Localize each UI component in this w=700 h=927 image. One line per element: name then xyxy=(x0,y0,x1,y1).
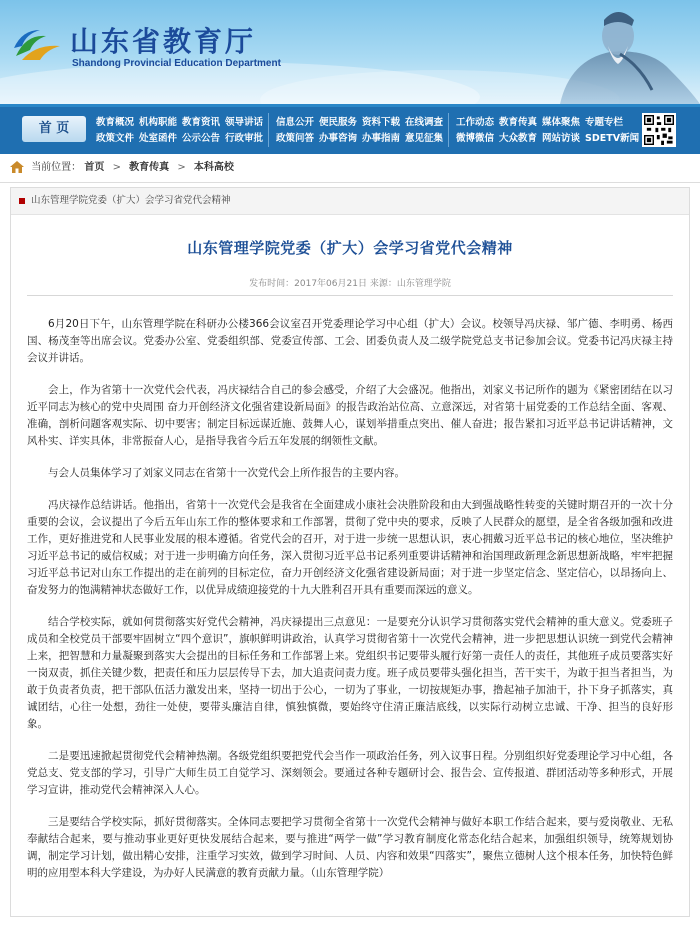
nav-link[interactable]: 媒体聚焦 xyxy=(542,117,581,128)
breadcrumb-item[interactable]: 首页 xyxy=(84,162,105,173)
nav-link[interactable]: 便民服务 xyxy=(319,117,358,128)
nav-link[interactable]: 工作动态 xyxy=(456,117,495,128)
nav-row xyxy=(96,131,268,147)
nav-divider xyxy=(448,113,449,147)
article-paragraph: 结合学校实际，就如何贯彻落实好党代会精神，冯庆禄提出三点意见：一是要充分认识学习贯彻落实党代会精神的重大意义。党委班子成员和全校党员干部要牢固树立“四个意识”，旗帜鲜明讲政治，认真学习贯彻省第十一次党代会精神，进一步把思想认识统一到党代会精神上来，把智慧和力量凝聚到落实大会提出的目标任务和工作部署上来。党组织书记要带头履行好第一责任人的责任，其他班子成员要落实好一岗双责，抓住关键少数，把责任和压力层层传导下去，加大追责问责力度。班子成员要带头强化担当，苦干实干，为敢于担当者担当，为敢于负责者负责，把干部队伍活力激发出来，坚持一切出于公心，一切为了事业，一切按规矩办事，撸起袖子加油干，扑下身子抓落实，真诚团结，心往一处想，劲往一处使，要带头廉洁自律，慎独慎微，要始终守住清正廉洁底线，以实际行动树立忠诚、干净、担当的良好形象。 xyxy=(27,616,673,730)
article-paragraph: 二是要迅速掀起贯彻党代会精神热潮。各级党组织要把党代会当作一项政治任务，列入议事日程。分别组织好党委理论学习中心组，各党总支、党支部的学习，引导广大师生员工自觉学习、深刻领会。要通过各种专题研讨会、报告会、宣传报道、群团活动等多种形式，开展学习宣讲，推动党代会精神深入人心。 xyxy=(27,750,673,796)
nav-group-service xyxy=(276,115,448,147)
confucius-portrait-icon xyxy=(500,0,700,104)
breadcrumb-item[interactable]: 教育传真 xyxy=(129,162,170,173)
nav-link[interactable]: 专题专栏 xyxy=(585,117,624,128)
main-nav xyxy=(0,104,700,154)
nav-link[interactable]: 大众教育 xyxy=(499,133,538,144)
nav-row xyxy=(96,115,268,131)
article-panel-header xyxy=(11,188,689,215)
article-paragraph: 会上，作为省第十一次党代会代表，冯庆禄结合自己的参会感受，介绍了大会盛况。他指出，刘家义书记所作的题为《紧密团结在以习近平同志为核心的党中央周围 奋力开创经济文化强省建设新局面》的报告政治站位高、立意深远，对省第十届党委的工作总结全面、客观、准确，剖析问题客观实际、切中要害；制定目标远谋近施、鼓舞人心，谋划举措重点突出、催人奋进；报告紧扣习近平总书记讲话精神，文风朴实、详实具体，非常振奋人心，是指导我省今后五年发展的纲领性文献。 xyxy=(27,384,673,447)
education-logo-icon[interactable] xyxy=(12,26,64,66)
site-title[interactable]: 山东省教育厅 xyxy=(70,25,257,58)
square-bullet-icon xyxy=(19,198,25,204)
nav-row xyxy=(456,115,644,131)
nav-row xyxy=(276,115,448,131)
breadcrumb-separator: > xyxy=(177,162,186,173)
nav-link[interactable]: 领导讲话 xyxy=(225,117,264,128)
breadcrumb-item[interactable]: 本科高校 xyxy=(193,162,234,173)
nav-divider xyxy=(268,113,269,147)
article-panel-title: 山东管理学院党委（扩大）会学习省党代会精神 xyxy=(31,195,231,206)
article-paragraph: 6月20日下午，山东管理学院在科研办公楼366会议室召开党委理论学习中心组（扩大）会议。校领导冯庆禄、邹广德、李明勇、杨西国、杨茂奎等出席会议。党委办公室、党委组织部、党委宣传部、工会、团委负责人及二级学院党总支书记参加会议。党委书记冯庆禄主持会议并讲话。 xyxy=(27,318,673,364)
article-paragraph: 与会人员集体学习了刘家义同志在省第十一次党代会上所作报告的主要内容。 xyxy=(48,467,405,479)
nav-link[interactable]: 网站访谈 xyxy=(542,133,581,144)
breadcrumb-label: 当前位置： xyxy=(31,162,82,173)
site-header xyxy=(0,0,700,104)
article-paragraph: 三是要结合学校实际，抓好贯彻落实。全体同志要把学习贯彻全省第十一次党代会精神与做好本职工作结合起来，要与爱岗敬业、无私奉献结合起来，要与推动事业更好更快发展结合起来，要与推进“两学一做”学习教育制度化常态化结合起来，加强组织领导，统筹规划协调，制定学习计划，做出精心安排，注重学习实效，做到学习时间、人员、内容和效果“四落实”，聚焦立德树人这个根本任务，加快特色鲜明的应用型本科大学建设，为办好人民满意的教育贡献力量。（山东管理学院） xyxy=(27,816,673,879)
nav-group-news xyxy=(456,115,644,147)
nav-link[interactable]: 公示公告 xyxy=(182,133,221,144)
nav-link[interactable]: 处室函件 xyxy=(139,133,178,144)
nav-group-info xyxy=(96,115,268,147)
nav-link[interactable]: 办事咨询 xyxy=(319,133,358,144)
nav-link[interactable]: 行政审批 xyxy=(225,133,264,144)
nav-link[interactable]: 信息公开 xyxy=(276,117,315,128)
article-panel xyxy=(10,187,690,917)
nav-link[interactable]: 意见征集 xyxy=(405,133,444,144)
qr-code-icon[interactable] xyxy=(642,113,676,147)
home-button[interactable]: 首 页 xyxy=(22,116,86,142)
nav-link[interactable]: 教育传真 xyxy=(499,117,538,128)
article-paragraph: 冯庆禄作总结讲话。他指出，省第十一次党代会是我省在全面建成小康社会决胜阶段和由大到强战略性转变的关键时期召开的一次十分重要的会议，会议提出了今后五年山东工作的整体要求和工作部署，贯彻了党中央的要求，反映了人民群众的愿望，是全省各级加强和改进工作，更好推进党和人民事业发展的根本遵循。省党代会的召开，对于进一步统一思想认识，衷心拥戴习近平总书记的核心地位，坚决维护习近平总书记的威信权威；对于进一步明确方向任务，深入贯彻习近平总书记系列重要讲话精神和治国理政新理念新思想新战略，牢牢把握习近平总书记对山东工作提出的走在前列的目标定位，奋力开创经济文化强省建设新局面；对于进一步坚定信念、坚定信心，以昂扬向上、奋发努力的饱满精神状态做好工作，以优异成绩迎接党的十九大胜利召开具有重要而深远的意义。 xyxy=(27,499,673,596)
home-icon xyxy=(10,161,24,173)
nav-link[interactable]: SDETV新闻 xyxy=(585,133,640,144)
article-meta: 发布时间：2017年06月21日 来源：山东管理学院 xyxy=(249,279,451,289)
article-body xyxy=(11,296,689,882)
breadcrumb-separator: > xyxy=(112,162,121,173)
nav-link[interactable]: 政策问答 xyxy=(276,133,315,144)
nav-link[interactable]: 微博微信 xyxy=(456,133,495,144)
nav-link[interactable]: 机构职能 xyxy=(139,117,178,128)
nav-link[interactable]: 教育概况 xyxy=(96,117,135,128)
nav-link[interactable]: 办事指南 xyxy=(362,133,401,144)
nav-link[interactable]: 在线调查 xyxy=(405,117,444,128)
nav-link[interactable]: 教育资讯 xyxy=(182,117,221,128)
nav-link[interactable]: 资料下载 xyxy=(362,117,401,128)
nav-link[interactable]: 政策文件 xyxy=(96,133,135,144)
breadcrumb xyxy=(0,154,700,183)
site-subtitle: Shandong Provincial Education Department xyxy=(72,58,281,69)
nav-row xyxy=(456,131,644,147)
article-title: 山东管理学院党委（扩大）会学习省党代会精神 xyxy=(187,239,513,257)
nav-row xyxy=(276,131,448,147)
